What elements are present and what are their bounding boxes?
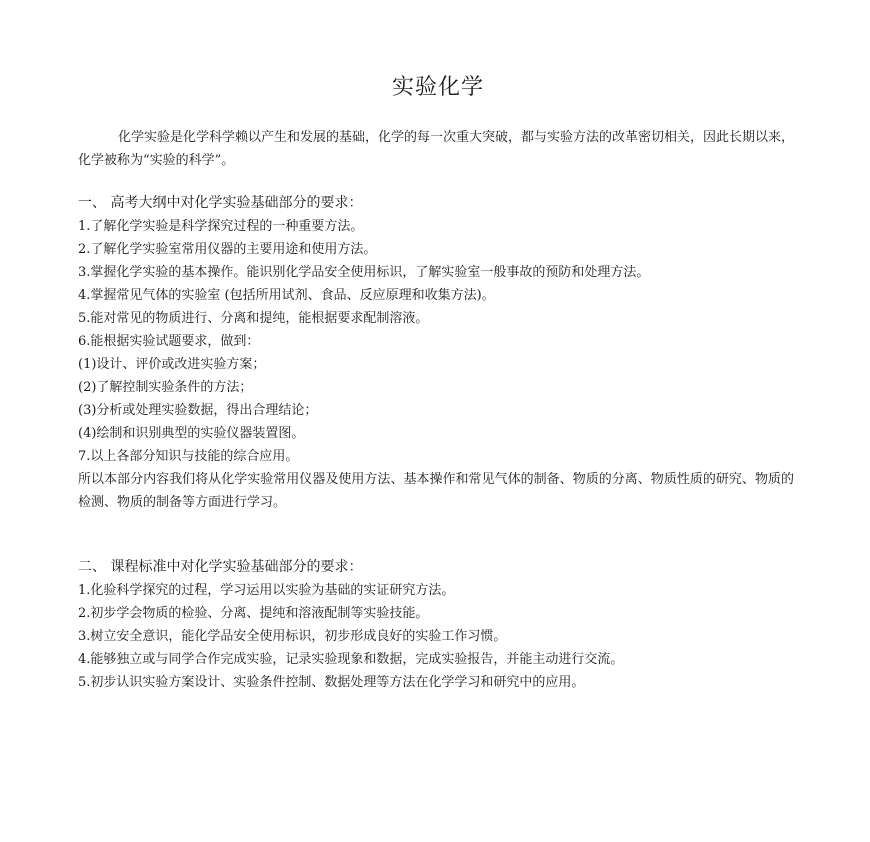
section-curriculum-requirements — [78, 556, 794, 694]
list-item: (1)设计、评价或改进实验方案； — [78, 357, 266, 372]
list-item: 4.能够独立或与同学合作完成实验，记录实验现象和数据，完成实验报告，并能主动进行交流。 — [78, 652, 624, 667]
list-item: 4.掌握常见气体的实验室 (包括所用试剂、食品、反应原理和收集方法)。 — [78, 288, 495, 303]
list-item: 3.树立安全意识，能化学品安全使用标识，初步形成良好的实验工作习惯。 — [78, 629, 507, 644]
list-item: 1.化验科学探究的过程，学习运用以实验为基础的实证研究方法。 — [78, 583, 455, 598]
list-item: 7.以上各部分知识与技能的综合应用。 — [78, 449, 299, 464]
list-item: (3)分析或处理实验数据，得出合理结论； — [78, 403, 318, 418]
list-item: 1.了解化学实验是科学探究过程的一种重要方法。 — [78, 219, 364, 234]
intro-paragraph: 化学实验是化学科学赖以产生和发展的基础，化学的每一次重大突破，都与实验方法的改革密切相关，因此长期以来，化学被称为“实验的科学”。 — [78, 130, 795, 168]
list-item: 6.能根据实验试题要求，做到： — [78, 334, 260, 349]
list-item: 2.了解化学实验室常用仪器的主要用途和使用方法。 — [78, 242, 377, 257]
list-item: 5.初步认识实验方案设计、实验条件控制、数据处理等方法在化学学习和研究中的应用。 — [78, 675, 585, 690]
list-item: 2.初步学会物质的检验、分离、提纯和溶液配制等实验技能。 — [78, 606, 429, 621]
section-heading: 二、 课程标准中对化学实验基础部分的要求： — [78, 559, 363, 575]
document-title: 实验化学 — [391, 75, 484, 100]
section-exam-requirements — [78, 192, 794, 514]
list-item: 5.能对常见的物质进行、分离和提纯，能根据要求配制溶液。 — [78, 311, 429, 326]
summary-paragraph: 所以本部分内容我们将从化学实验常用仪器及使用方法、基本操作和常见气体的制备、物质的分离、物质性质的研究、物质的检测、物质的制备等方面进行学习。 — [78, 472, 794, 510]
list-item: (4)绘制和识别典型的实验仪器装置图。 — [78, 426, 305, 441]
section-heading: 一、 高考大纲中对化学实验基础部分的要求： — [78, 195, 363, 211]
list-item: 3.掌握化学实验的基本操作。能识别化学品安全使用标识，了解实验室一般事故的预防和处理方法。 — [78, 265, 650, 280]
list-item: (2)了解控制实验条件的方法； — [78, 380, 253, 395]
